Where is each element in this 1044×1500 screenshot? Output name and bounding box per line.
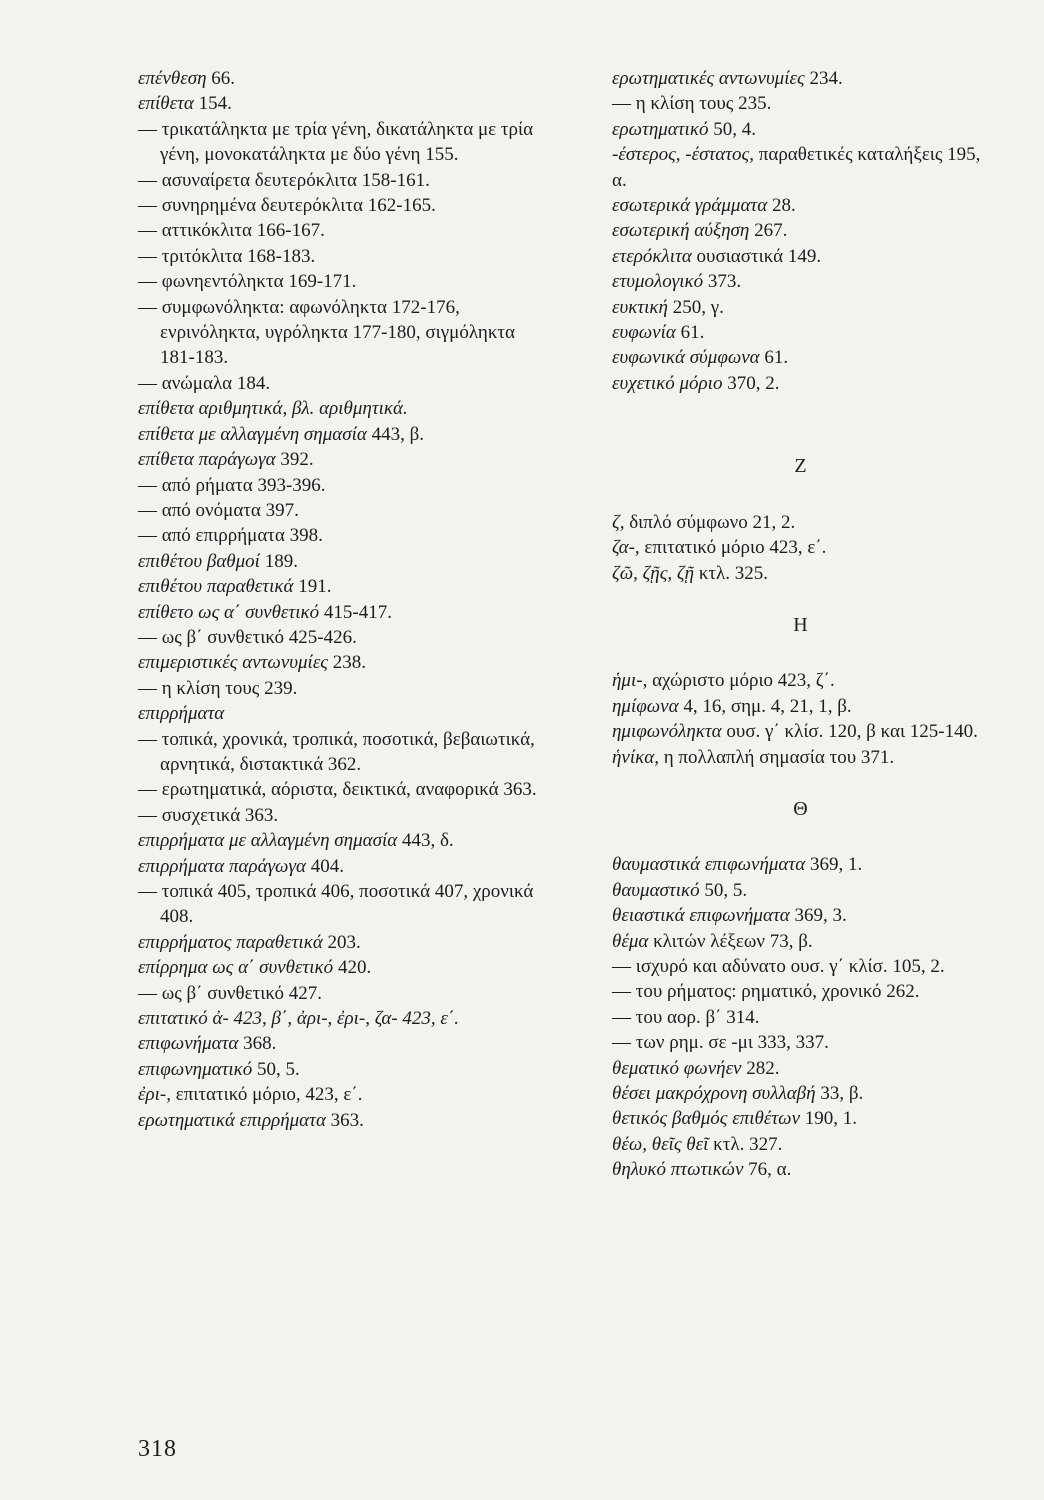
entry-reference: 404.	[305, 855, 344, 877]
entry-term: επιτατικό ἀ- 423, β΄, ἀρι-, ἐρι-, ζα- 423, ε΄.	[138, 1008, 459, 1030]
entry-term: θέω, θεῖς θεῖ	[612, 1133, 709, 1155]
entry-term: ἡμι-,	[612, 670, 648, 692]
left-index-column	[138, 66, 538, 1133]
index-entry	[138, 396, 538, 421]
index-entry	[138, 1082, 538, 1107]
entry-reference: — τοπικά 405, τροπικά 406, ποσοτικά 407, χρονικά 408.	[138, 881, 534, 928]
index-subentry	[138, 269, 538, 294]
entry-reference: 61.	[759, 347, 789, 369]
index-subentry	[138, 218, 538, 243]
entry-reference: 50, 4.	[708, 118, 756, 140]
index-subentry	[138, 473, 538, 498]
index-entry	[138, 422, 538, 447]
entry-term: επιρρήματος παραθετικά	[138, 931, 323, 953]
entry-reference: 154.	[193, 93, 232, 115]
entry-reference: — από ονόματα 397.	[138, 499, 299, 521]
entry-term: επένθεση	[138, 68, 207, 89]
entry-reference: — τριτόκλιτα 168-183.	[138, 245, 316, 267]
entry-reference: κλιτών λέξεων 73, β.	[648, 930, 813, 952]
index-entry	[612, 929, 990, 954]
section-letter: Ζ	[794, 455, 808, 478]
entry-reference: 33, β.	[815, 1083, 864, 1104]
index-entry	[138, 1031, 538, 1056]
entry-term: θέσει μακρόχρονη συλλαβή	[612, 1083, 816, 1104]
entry-term: επίρρημα ως α΄ συνθετικό	[138, 957, 334, 979]
entry-term: εσωτερικά γράμματα	[612, 195, 768, 217]
index-entry	[612, 1132, 990, 1157]
entry-reference: 238.	[328, 652, 367, 674]
index-entry	[612, 269, 990, 294]
entry-reference: κτλ. 325.	[694, 562, 768, 584]
entry-reference: — η κλίση τους 239.	[138, 677, 298, 699]
entry-reference: παραθετικές καταλήξεις 195, α.	[612, 144, 981, 191]
index-entry	[138, 650, 538, 675]
index-subentry	[138, 625, 538, 650]
index-entry	[138, 701, 538, 726]
entry-reference: 250, γ.	[667, 296, 724, 318]
index-entry	[138, 549, 538, 574]
index-entry	[612, 345, 990, 370]
entry-term: επιρρήματα	[138, 703, 225, 725]
index-entry	[612, 903, 990, 928]
entry-term: ευφωνικά σύμφωνα	[612, 347, 760, 369]
entry-term: ερωτηματικό	[612, 118, 709, 140]
index-entry	[612, 694, 990, 719]
entry-reference: 443, δ.	[397, 830, 454, 852]
entry-reference: 415-417.	[319, 601, 392, 623]
index-entry	[138, 91, 538, 116]
right-index-column	[612, 66, 990, 1183]
entry-reference: διπλό σύμφωνο 21, 2.	[624, 511, 796, 533]
entry-term: επίθετα παράγωγα	[138, 449, 276, 471]
entry-reference: 363.	[325, 1109, 364, 1131]
index-subentry	[138, 371, 538, 396]
entry-term: επίθετα αριθμητικά, βλ. αριθμητικά.	[138, 398, 408, 420]
entry-term: επιφωνήματα	[138, 1033, 239, 1055]
entry-term: θετικός βαθμός επιθέτων	[612, 1108, 800, 1130]
index-entry	[612, 719, 990, 744]
entry-term: ευκτική	[612, 296, 668, 318]
entry-reference: 203.	[322, 931, 361, 953]
index-entry	[138, 1057, 538, 1082]
index-entry	[612, 510, 990, 535]
index-entry	[612, 561, 990, 586]
entry-reference: 76, α.	[743, 1159, 792, 1181]
entry-term: επιμεριστικές αντωνυμίες	[138, 652, 329, 674]
index-subentry	[138, 777, 538, 802]
index-entry	[138, 854, 538, 879]
entry-reference: — από ρήματα 393-396.	[138, 474, 326, 496]
entry-term: ἐρι-,	[138, 1084, 171, 1106]
index-entry	[612, 295, 990, 320]
entry-reference: 373.	[703, 271, 742, 293]
entry-reference: ουσ. γ΄ κλίσ. 120, β και 125-140.	[721, 721, 978, 743]
index-entry	[612, 371, 990, 396]
entry-reference: 191.	[293, 576, 332, 598]
entry-term: ετερόκλιτα	[612, 245, 692, 267]
entry-reference: 369, 1.	[805, 854, 863, 876]
index-entry	[612, 878, 990, 903]
index-entry	[612, 745, 990, 770]
index-entry	[138, 930, 538, 955]
entry-term: θεματικό φωνήεν	[612, 1057, 742, 1079]
index-subentry	[138, 244, 538, 269]
entry-reference: 28.	[767, 195, 796, 217]
entry-term: ετυμολογικό	[612, 271, 704, 293]
index-entry	[612, 535, 990, 560]
entry-reference: — του ρήματος: ρηματικό, χρονικό 262.	[612, 981, 920, 1003]
index-subentry	[138, 676, 538, 701]
section-letter: Η	[793, 613, 809, 636]
index-subentry	[612, 91, 990, 116]
entry-reference: — συσχετικά 363.	[138, 804, 279, 826]
entry-reference: — τρικατάληκτα με τρία γένη, δικατάληκτα με τρία γένη, μονοκατάληκτα με δύο γένη 155.	[138, 118, 534, 166]
entry-reference: — ανώμαλα 184.	[138, 372, 271, 394]
entry-reference: — ασυναίρετα δευτερόκλιτα 158-161.	[138, 169, 430, 191]
entry-reference: — ως β΄ συνθετικό 425-426.	[138, 626, 357, 648]
entry-reference: 61.	[675, 322, 705, 344]
index-entry	[138, 447, 538, 472]
index-subentry	[138, 523, 538, 548]
entry-term: ευχετικό μόριο	[612, 372, 723, 394]
entry-term: ζα-,	[612, 537, 640, 559]
index-subentry	[138, 168, 538, 193]
entry-term: θέμα	[612, 930, 649, 952]
index-subentry	[612, 979, 990, 1004]
index-entry	[612, 244, 990, 269]
index-subentry	[138, 803, 538, 828]
entry-reference: 420.	[333, 957, 372, 979]
index-entry	[612, 193, 990, 218]
index-subentry	[612, 1030, 990, 1055]
entry-term: επιρρήματα παράγωγα	[138, 855, 306, 877]
entry-reference: 392.	[275, 449, 314, 471]
entry-reference: 4, 16, σημ. 4, 21, 1, β.	[678, 695, 852, 717]
index-subentry	[138, 193, 538, 218]
entry-reference: αχώριστο μόριο 423, ζ΄.	[647, 670, 835, 692]
entry-term: επίθετα	[138, 93, 194, 115]
entry-reference: — των ρημ. σε -μι 333, 337.	[612, 1032, 829, 1054]
entry-reference: επιτατικό μόριο 423, ε΄.	[639, 537, 827, 559]
entry-term: επιθέτου βαθμοί	[138, 550, 260, 572]
entry-term: -έστερος, -έστατος,	[612, 144, 755, 166]
entry-term: επιρρήματα με αλλαγμένη σημασία	[138, 830, 398, 852]
index-subentry	[612, 954, 990, 979]
entry-reference: — ισχυρό και αδύνατο ουσ. γ΄ κλίσ. 105, 2.	[612, 955, 945, 977]
entry-reference: 370, 2.	[722, 372, 780, 394]
index-entry	[612, 117, 990, 142]
entry-term: επιθέτου παραθετικά	[138, 576, 294, 598]
index-entry	[612, 66, 990, 91]
entry-reference: 369, 3.	[789, 905, 847, 927]
index-entry	[138, 1006, 538, 1031]
entry-reference: 190, 1.	[800, 1108, 857, 1130]
index-subentry	[138, 981, 538, 1006]
entry-reference: — ως β΄ συνθετικό 427.	[138, 982, 322, 1004]
index-subentry	[138, 498, 538, 523]
index-entry	[612, 320, 990, 345]
entry-reference: 267.	[749, 220, 788, 242]
index-entry	[612, 668, 990, 693]
entry-reference: — τοπικά, χρονικά, τροπικά, ποσοτικά, βεβαιωτικά, αρνητικά, διστακτικά 362.	[138, 728, 535, 775]
entry-term: επίθετα με αλλαγμένη σημασία	[138, 423, 367, 445]
index-entry	[138, 574, 538, 599]
entry-reference: η πολλαπλή σημασία του 371.	[658, 746, 895, 768]
index-entry	[612, 1106, 990, 1131]
entry-reference: κτλ. 327.	[708, 1133, 783, 1155]
page-number: 318	[138, 1436, 177, 1462]
index-entry	[612, 142, 990, 193]
index-entry	[138, 66, 538, 91]
entry-reference: — φωνηεντόληκτα 169-171.	[138, 271, 357, 293]
index-subentry	[138, 727, 538, 778]
entry-reference: επιτατικό μόριο, 423, ε΄.	[170, 1084, 363, 1106]
entry-reference: — αττικόκλιτα 166-167.	[138, 220, 325, 242]
index-entry	[612, 1056, 990, 1081]
entry-term: ευφωνία	[612, 322, 676, 344]
entry-term: θαυμαστικά επιφωνήματα	[612, 854, 806, 876]
entry-term: θηλυκό πτωτικών	[612, 1159, 744, 1181]
entry-term: επίθετο ως α΄ συνθετικό	[138, 601, 320, 623]
index-entry	[138, 955, 538, 980]
index-entry	[138, 1108, 538, 1133]
entry-term: θειαστικά επιφωνήματα	[612, 905, 790, 927]
index-subentry	[138, 117, 538, 168]
entry-term: ημίφωνα	[612, 695, 679, 717]
index-subentry	[138, 879, 538, 930]
entry-reference: 368.	[238, 1033, 277, 1055]
entry-reference: ουσιαστικά 149.	[691, 245, 822, 267]
entry-reference: — ερωτηματικά, αόριστα, δεικτικά, αναφορικά 363.	[138, 779, 537, 801]
entry-reference: 282.	[741, 1057, 780, 1079]
index-entry	[612, 1157, 990, 1182]
entry-term: ζῶ, ζῇς, ζῇ	[612, 562, 695, 584]
entry-term: ἡνίκα,	[612, 746, 659, 768]
entry-reference: 234.	[804, 68, 843, 89]
index-entry	[138, 828, 538, 853]
entry-term: ερωτηματικά επιρρήματα	[138, 1109, 326, 1131]
entry-reference: 66.	[206, 68, 236, 89]
entry-reference: — η κλίση τους 235.	[612, 93, 772, 115]
section-letter: Θ	[793, 797, 809, 820]
entry-reference: 50, 5.	[252, 1058, 300, 1080]
entry-term: θαυμαστικό	[612, 879, 700, 901]
entry-term: επιφωνηματικό	[138, 1058, 253, 1080]
entry-term: ερωτηματικές αντωνυμίες	[612, 68, 805, 89]
index-subentry	[612, 1005, 990, 1030]
entry-reference: — συνηρημένα δευτερόκλιτα 162-165.	[138, 195, 436, 217]
entry-reference: — συμφωνόληκτα: αφωνόληκτα 172-176, ενρινόληκτα, υγρόληκτα 177-180, σιγμόληκτα 181-183.	[138, 296, 515, 369]
index-entry	[612, 218, 990, 243]
index-entry	[138, 600, 538, 625]
entry-term: εσωτερική αύξηση	[612, 220, 750, 242]
entry-reference: 443, β.	[366, 423, 425, 445]
index-entry	[612, 1081, 990, 1106]
index-subentry	[138, 295, 538, 371]
entry-term: ζ,	[612, 511, 625, 533]
index-entry	[612, 852, 990, 877]
entry-term: ημιφωνόληκτα	[612, 721, 722, 743]
entry-reference: — από επιρρήματα 398.	[138, 525, 323, 547]
entry-reference: 189.	[259, 550, 298, 572]
entry-reference: — του αορ. β΄ 314.	[612, 1006, 760, 1028]
entry-reference: 50, 5.	[699, 879, 748, 901]
